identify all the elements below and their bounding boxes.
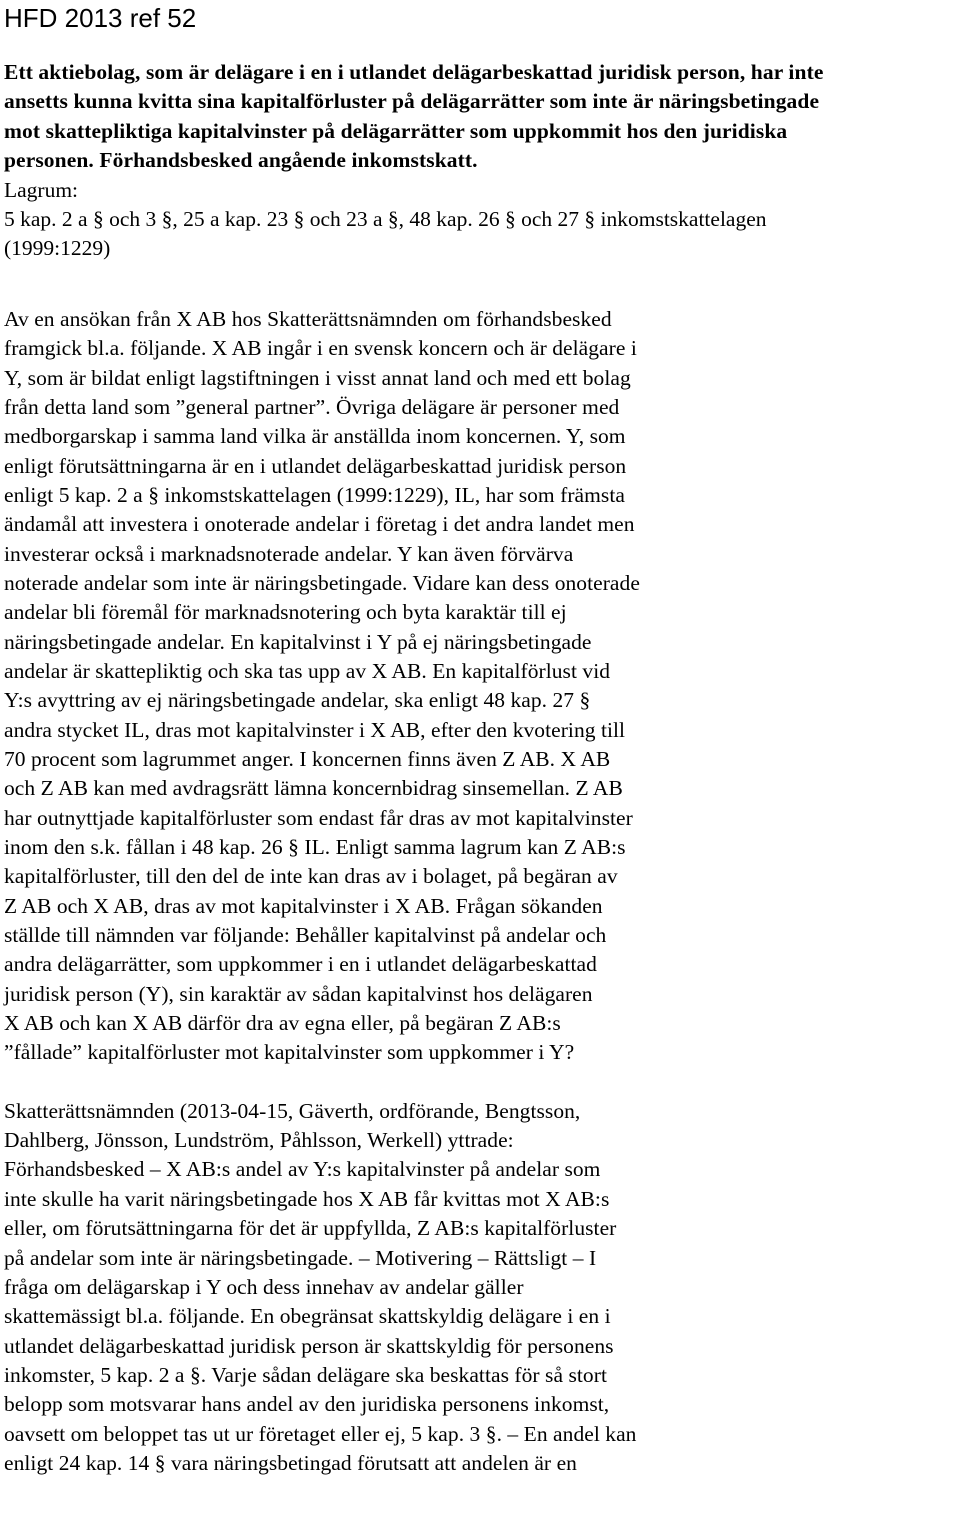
text-line: investerar också i marknadsnoterade andelar. Y kan även förvärva <box>4 541 574 566</box>
text-line: medborgarskap i samma land vilka är anställda inom koncernen. Y, som <box>4 424 626 449</box>
text-line: inom den s.k. fållan i 48 kap. 26 § IL. Enligt samma lagrum kan Z AB:s <box>4 835 626 860</box>
text-line: enligt 24 kap. 14 § vara näringsbetingad förutsatt att andelen är en <box>4 1450 577 1475</box>
summary-line: ansetts kunna kvitta sina kapitalförluster på delägarrätter som inte är näringsbetingade <box>4 89 820 114</box>
text-line: ”fållade” kapitalförluster mot kapitalvinster som uppkommer i Y? <box>4 1040 575 1065</box>
text-line: fråga om delägarskap i Y och dess innehav av andelar gäller <box>4 1274 524 1299</box>
text-line: från detta land som ”general partner”. Övriga delägare är personer med <box>4 394 620 419</box>
text-line: skattemässigt bl.a. följande. En obegränsat skattskyldig delägare i en i <box>4 1304 611 1329</box>
document-page <box>4 0 956 1478</box>
text-line: oavsett om beloppet tas ut ur företaget eller ej, 5 kap. 3 §. – En andel kan <box>4 1421 637 1446</box>
text-line: andra stycket IL, dras mot kapitalvinster i X AB, efter den kvotering till <box>4 717 626 742</box>
text-line: Z AB och X AB, dras av mot kapitalvinster i X AB. Frågan sökanden <box>4 893 603 918</box>
lagrum-line: 5 kap. 2 a § och 3 §, 25 a kap. 23 § och 23 a §, 48 kap. 26 § och 27 § inkomstskattelagen <box>4 207 767 232</box>
text-line: andelar bli föremål för marknadsnotering och byta karaktär till ej <box>4 600 567 625</box>
text-line: Dahlberg, Jönsson, Lundström, Påhlsson, Werkell) yttrade: <box>4 1128 514 1153</box>
text-line: näringsbetingade andelar. En kapitalvinst i Y på ej näringsbetingade <box>4 629 592 654</box>
text-line: eller, om förutsättningarna för det är uppfyllda, Z AB:s kapitalförluster <box>4 1216 617 1241</box>
text-line: har outnyttjade kapitalförluster som endast får dras av mot kapitalvinster <box>4 805 633 830</box>
summary-line: Ett aktiebolag, som är delägare i en i utlandet delägarbeskattad juridisk person, har inte <box>4 60 824 84</box>
lagrum-line: (1999:1229) <box>4 236 111 261</box>
text-line: Av en ansökan från X AB hos Skatterättsnämnden om förhandsbesked <box>4 306 612 331</box>
text-line: Y:s avyttring av ej näringsbetingade andelar, ska enligt 48 kap. 27 § <box>4 688 591 713</box>
text-line: inte skulle ha varit näringsbetingade hos X AB får kvittas mot X AB:s <box>4 1186 610 1211</box>
summary-line: mot skattepliktiga kapitalvinster på delägarrätter som uppkommit hos den juridiska <box>4 118 788 143</box>
text-line: utlandet delägarbeskattad juridisk person är skattskyldig för personens <box>4 1333 614 1358</box>
text-line: på andelar som inte är näringsbetingade. – Motivering – Rättsligt – I <box>4 1245 597 1270</box>
text-line: Förhandsbesked – X AB:s andel av Y:s kapitalvinster på andelar som <box>4 1157 601 1182</box>
text-line: andra delägarrätter, som uppkommer i en i utlandet delägarbeskattad <box>4 952 597 977</box>
document-title: HFD 2013 ref 52 <box>4 3 197 33</box>
text-line: Y, som är bildat enligt lagstiftningen i visst annat land och med ett bolag <box>4 365 631 390</box>
text-line: andelar är skattepliktig och ska tas upp av X AB. En kapitalförlust vid <box>4 658 611 683</box>
lagrum-section <box>4 176 956 264</box>
text-line: kapitalförluster, till den del de inte kan dras av i bolaget, på begäran av <box>4 864 618 889</box>
text-line: Skatterättsnämnden (2013-04-15, Gäverth, ordförande, Bengtsson, <box>4 1098 581 1123</box>
summary-line: personen. Förhandsbesked angående inkomstskatt. <box>4 148 478 173</box>
text-line: ändamål att investera i onoterade andelar i företag i det andra landet men <box>4 512 635 537</box>
paragraph-ruling <box>4 1097 956 1478</box>
text-line: noterade andelar som inte är näringsbetingade. Vidare kan dess onoterade <box>4 570 640 595</box>
text-line: framgick bl.a. följande. X AB ingår i en svensk koncern och är delägare i <box>4 336 637 361</box>
paragraph-application <box>4 305 956 1068</box>
text-line: och Z AB kan med avdragsrätt lämna koncernbidrag sinsemellan. Z AB <box>4 776 623 801</box>
text-line: enligt förutsättningarna är en i utlandet delägarbeskattad juridisk person <box>4 453 627 478</box>
text-line: 70 procent som lagrummet anger. I koncernen finns även Z AB. X AB <box>4 747 611 771</box>
text-line: belopp som motsvarar hans andel av den juridiska personens inkomst, <box>4 1392 610 1417</box>
lagrum-label: Lagrum: <box>4 177 79 202</box>
text-line: ställde till nämnden var följande: Behåller kapitalvinst på andelar och <box>4 923 607 948</box>
case-summary <box>4 58 956 176</box>
text-line: juridisk person (Y), sin karaktär av sådan kapitalvinst hos delägaren <box>4 981 593 1006</box>
text-line: inkomster, 5 kap. 2 a §. Varje sådan delägare ska beskattas för så stort <box>4 1362 607 1387</box>
text-line: X AB och kan X AB därför dra av egna eller, på begäran Z AB:s <box>4 1011 561 1036</box>
text-line: enligt 5 kap. 2 a § inkomstskattelagen (1999:1229), IL, har som främsta <box>4 482 625 507</box>
